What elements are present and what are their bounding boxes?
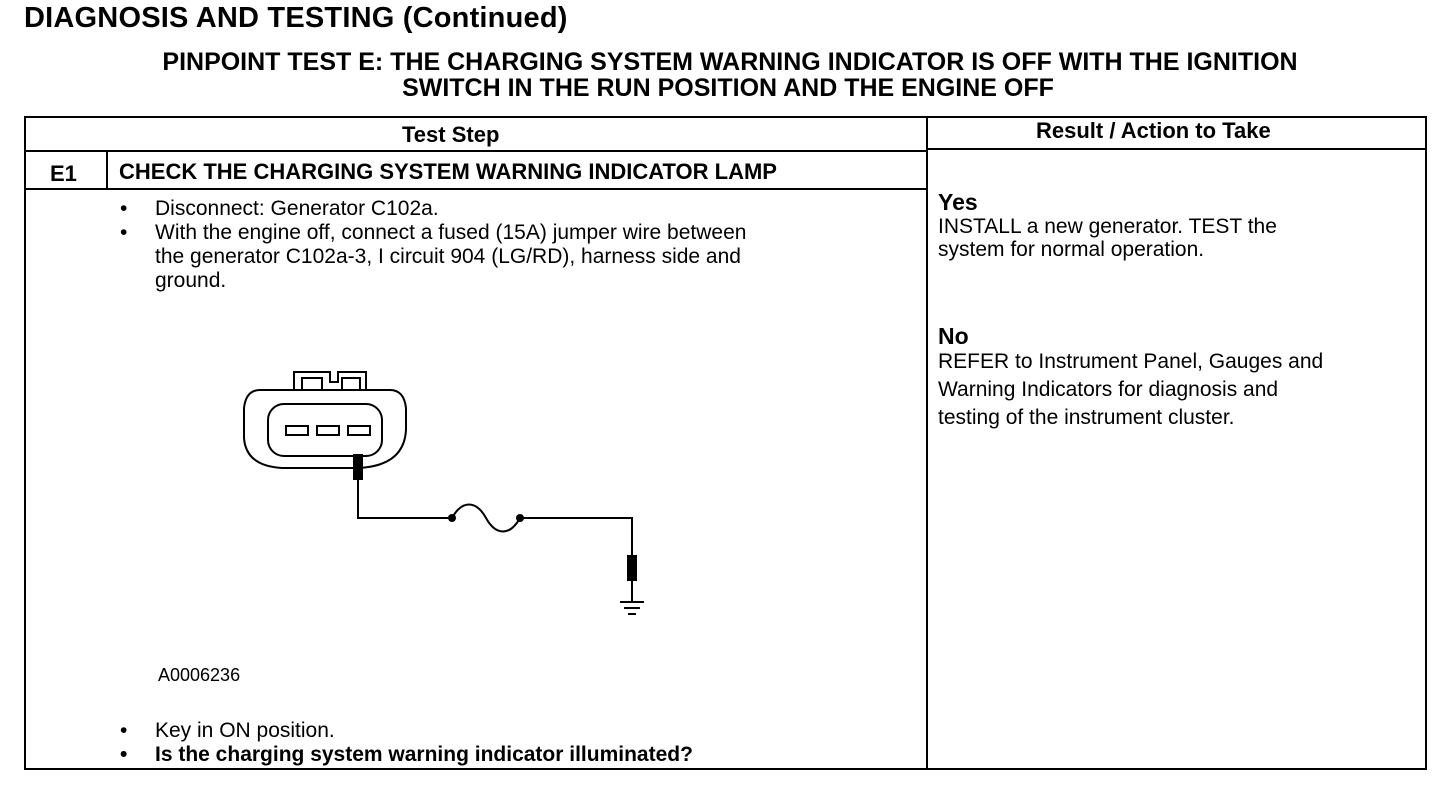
header-rule-left: [26, 150, 926, 152]
terminal-3: [348, 426, 370, 435]
ground-clip: [628, 556, 636, 580]
terminal-1: [286, 426, 308, 435]
test-title-line-2: SWITCH IN THE RUN POSITION AND THE ENGINE OFF: [402, 74, 1054, 102]
terminal-2: [317, 426, 339, 435]
result-yes-text: INSTALL a new generator. TEST the system for normal operation.: [938, 215, 1277, 261]
step-title: CHECK THE CHARGING SYSTEM WARNING INDICATOR LAMP: [119, 159, 777, 184]
connector-jumper-diagram: [230, 360, 660, 620]
list-item: • Key in ON position.: [120, 719, 335, 742]
result-no-text: REFER to Instrument Panel, Gauges and Warning Indicators for diagnosis and testing of the instrument cluster.: [938, 350, 1324, 429]
list-item: • With the engine off, connect a fused (15A) jumper wire between the generator C102a-3, I circuit 904 (LG/RD), harness side and ground.: [120, 221, 747, 292]
header-test-step: Test Step: [402, 122, 500, 147]
jumper-wire: [358, 476, 452, 518]
list-item: • Disconnect: Generator C102a.: [120, 197, 439, 220]
column-divider: [926, 118, 928, 768]
bullet-icon: •: [120, 719, 128, 742]
probe-end: [354, 455, 362, 479]
bullet-icon: •: [120, 221, 128, 244]
instructions-list-top: [120, 197, 746, 293]
result-yes-label: Yes: [938, 189, 978, 215]
figure-id: A0006236: [158, 665, 241, 685]
page-title: DIAGNOSIS AND TESTING (Continued): [24, 2, 568, 34]
instructions-list-bottom: [120, 719, 693, 767]
bullet-icon: •: [120, 197, 128, 220]
list-item-question: • Is the charging system warning indicator illuminated?: [120, 743, 693, 766]
header-rule-right: [928, 148, 1425, 150]
bullet-icon: •: [120, 743, 128, 766]
step-id: E1: [50, 161, 77, 186]
result-no-label: No: [938, 323, 969, 349]
fuse-symbol: [452, 505, 520, 532]
test-title-line-1: PINPOINT TEST E: THE CHARGING SYSTEM WARNING INDICATOR IS OFF WITH THE IGNITION: [162, 48, 1298, 76]
step-id-divider: [106, 152, 108, 190]
step-row-rule: [26, 188, 926, 190]
connector-latch: [294, 372, 366, 390]
header-result-action: Result / Action to Take: [1036, 118, 1271, 143]
